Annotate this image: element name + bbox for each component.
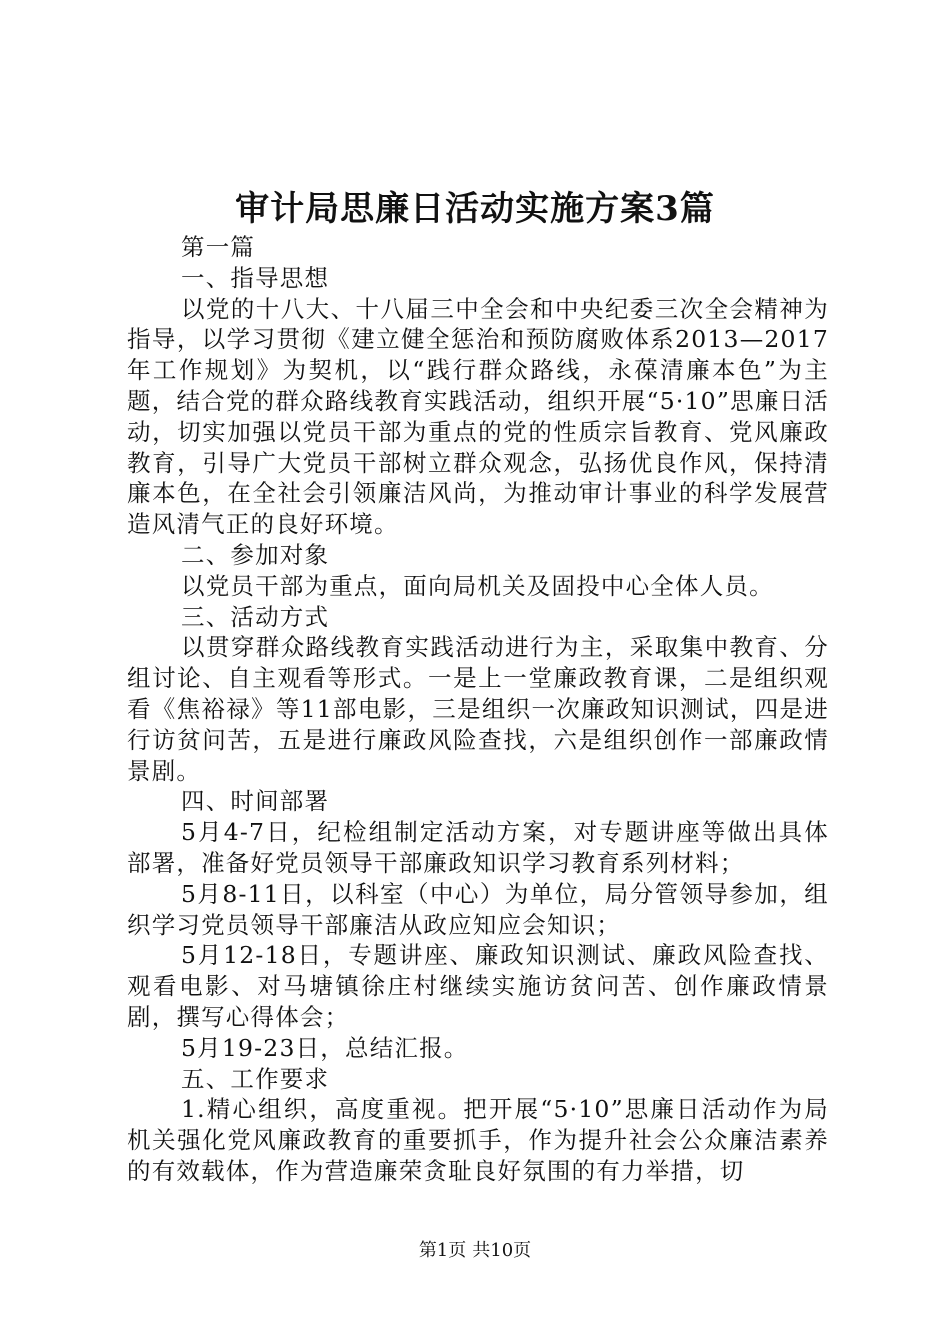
- paragraph-guiding-thought: 以党的十八大、十八届三中全会和中央纪委三次全会精神为指导，以学习贯彻《建立健全惩治和预防腐败体系2013—2017年工作规划》为契机，以“践行群众路线，永葆清廉本色”为主题，结合党的群众路线教育实践活动，组织开展“5·10”思廉日活动，切实加强以党员干部为重点的党的性质宗旨教育、党风廉政教育，引导广大党员干部树立群众观念，弘扬优良作风，保持清廉本色，在全社会引领廉洁风尚，为推动审计事业的科学发展营造风清气正的良好环境。: [127, 294, 829, 539]
- document-title: 审计局思廉日活动实施方案3篇: [235, 189, 715, 229]
- paragraph-work-requirement-1: 1.精心组织，高度重视。把开展“5·10”思廉日活动作为局机关强化党风廉政教育的重要抓手，作为提升社会公众廉洁素养的有效载体，作为营造廉荣贪耻良好氛围的有力举措，切: [127, 1095, 829, 1185]
- paragraph-schedule-4: 5月19-23日，总结汇报。: [181, 1033, 469, 1062]
- section-heading-part-one: 第一篇: [181, 233, 256, 261]
- paragraph-activity-method: 以贯穿群众路线教育实践活动进行为主，采取集中教育、分组讨论、自主观看等形式。一是上一堂廉政教育课，二是组织观看《焦裕禄》等11部电影，三是组织一次廉政知识测试，四是进行访贫问苦，五是进行廉政风险查找，六是组织创作一部廉政情景剧。: [127, 633, 829, 785]
- page-number: 第1页: [418, 1240, 467, 1261]
- heading-schedule: 四、时间部署: [181, 787, 330, 816]
- heading-participants: 二、参加对象: [181, 540, 330, 569]
- paragraph-schedule-3: 5月12-18日，专题讲座、廉政知识测试、廉政风险查找、观看电影、对马塘镇徐庄村继续实施访贫问苦、创作廉政情景剧，撰写心得体会；: [127, 941, 829, 1031]
- paragraph-schedule-2: 5月8-11日，以科室（中心）为单位，局分管领导参加，组织学习党员领导干部廉洁从政应知应会知识；: [127, 879, 829, 939]
- paragraph-participants: 以党员干部为重点，面向局机关及固投中心全体人员。: [181, 571, 774, 600]
- paragraph-schedule-1: 5月4-7日，纪检组制定活动方案，对专题讲座等做出具体部署，准备好党员领导干部廉政知识学习教育系列材料；: [127, 818, 829, 877]
- heading-guiding-thought: 一、指导思想: [181, 263, 330, 292]
- page-footer: [0, 1238, 950, 1264]
- heading-activity-method: 三、活动方式: [181, 602, 330, 631]
- document-body: [127, 232, 829, 1187]
- heading-work-requirements: 五、工作要求: [181, 1064, 330, 1093]
- page-total: 共10页: [472, 1240, 532, 1261]
